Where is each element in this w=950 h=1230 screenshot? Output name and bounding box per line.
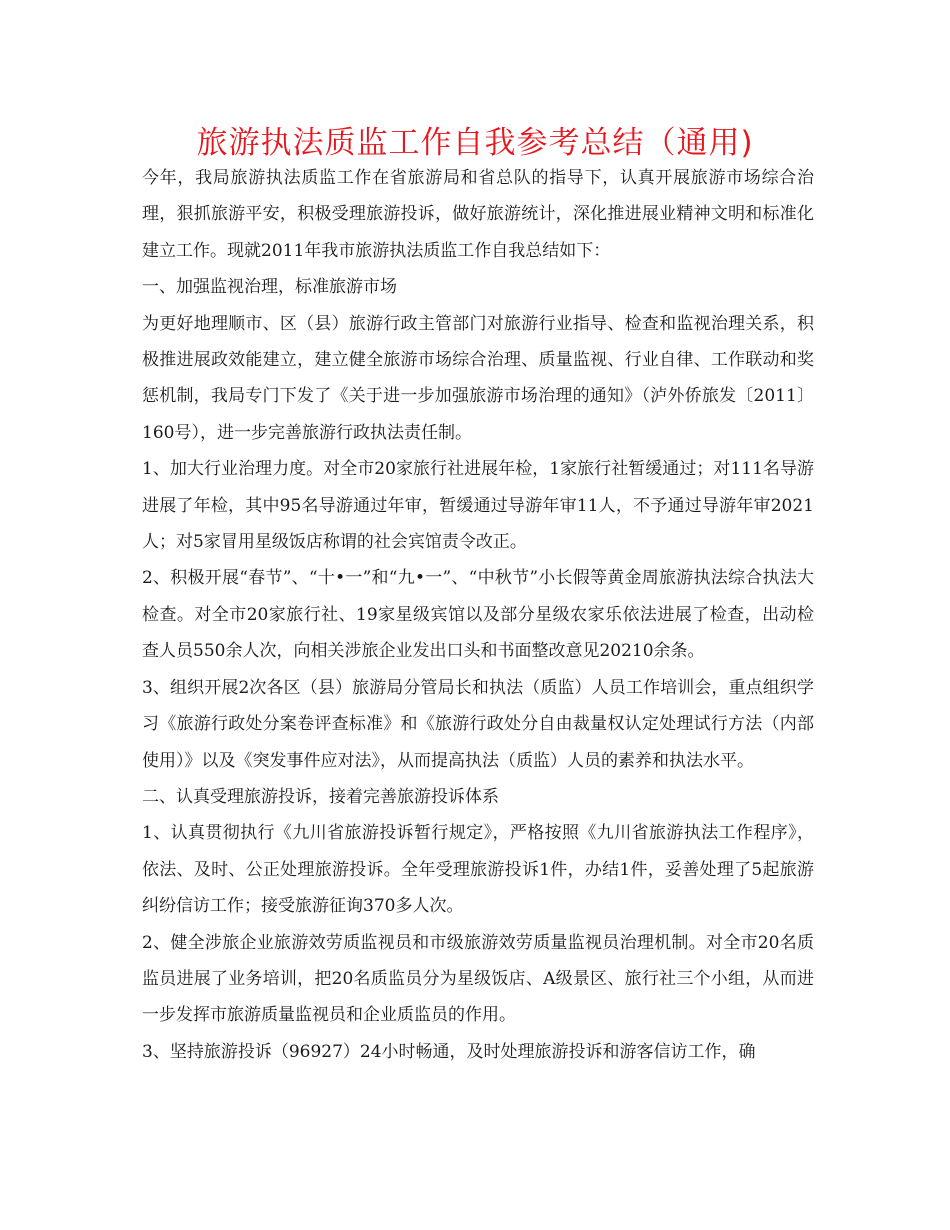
paragraph-item-1-3: 3、组织开展2次各区（县）旅游局分管局长和执法（质监）人员工作培训会，重点组织学习《旅游行政处分案卷评查标准》和《旅游行政处分自由裁量权认定处理试行方法（内部使用）》以及《突发事件应对法》，从而提高执法（质监）人员的素养和执法水平。 <box>142 677 814 771</box>
section-heading-2: 二、认真受理旅游投诉，接着完善旅游投诉体系 <box>142 786 499 807</box>
paragraph-item-2-2: 2、健全涉旅企业旅游效劳质监视员和市级旅游效劳质量监视员治理机制。对全市20名质监员进展了业务培训，把20名质监员分为星级饭店、A级景区、旅行社三个小组，从而进一步发挥市旅游质量监视员和企业质监员的作用。 <box>142 932 814 1026</box>
document-body <box>142 160 814 1070</box>
paragraph-item-2-1: 1、认真贯彻执行《九川省旅游投诉暂行规定》，严格按照《九川省旅游执法工作程序》，依法、及时、公正处理旅游投诉。全年受理旅游投诉1件，办结1件，妥善处理了5起旅游纠纷信访工作；接受旅游征询370多人次。 <box>142 823 814 917</box>
paragraph-section-1: 为更好地理顺市、区（县）旅游行政主管部门对旅游行业指导、检查和监视治理关系，积极推进展政效能建立，建立健全旅游市场综合治理、质量监视、行业自律、工作联动和奖惩机制，我局专门下发了《关于进一步加强旅游市场治理的通知》（泸外侨旅发〔2011〕160号），进一步完善旅游行政执法责任制。 <box>142 313 814 443</box>
paragraph-item-2-3: 3、坚持旅游投诉（96927）24小时畅通，及时处理旅游投诉和游客信访工作，确 <box>142 1041 756 1062</box>
paragraph-item-1-1: 1、加大行业治理力度。对全市20家旅行社进展年检，1家旅行社暂缓通过；对111名导游进展了年检，其中95名导游通过年审，暂缓通过导游年审11人，不予通过导游年审2021人；对5家冒用星级饭店称谓的社会宾馆责令改正。 <box>142 459 814 553</box>
section-heading-1: 一、加强监视治理，标准旅游市场 <box>142 277 397 298</box>
paragraph-intro: 今年，我局旅游执法质监工作在省旅游局和省总队的指导下，认真开展旅游市场综合治理，狠抓旅游平安，积极受理旅游投诉，做好旅游统计，深化推进展业精神文明和标准化建立工作。现就2011年我市旅游执法质监工作自我总结如下： <box>142 168 814 261</box>
paragraph-item-1-2: 2、积极开展“春节”、“十•一”和“九•一”、“中秋节”小长假等黄金周旅游执法综合执法大检查。对全市20家旅行社、19家星级宾馆以及部分星级农家乐依法进展了检查，出动检查人员550余人次，向相关涉旅企业发出口头和书面整改意见20210余条。 <box>142 568 814 662</box>
document-title: 旅游执法质监工作自我参考总结（通用) <box>196 125 754 161</box>
